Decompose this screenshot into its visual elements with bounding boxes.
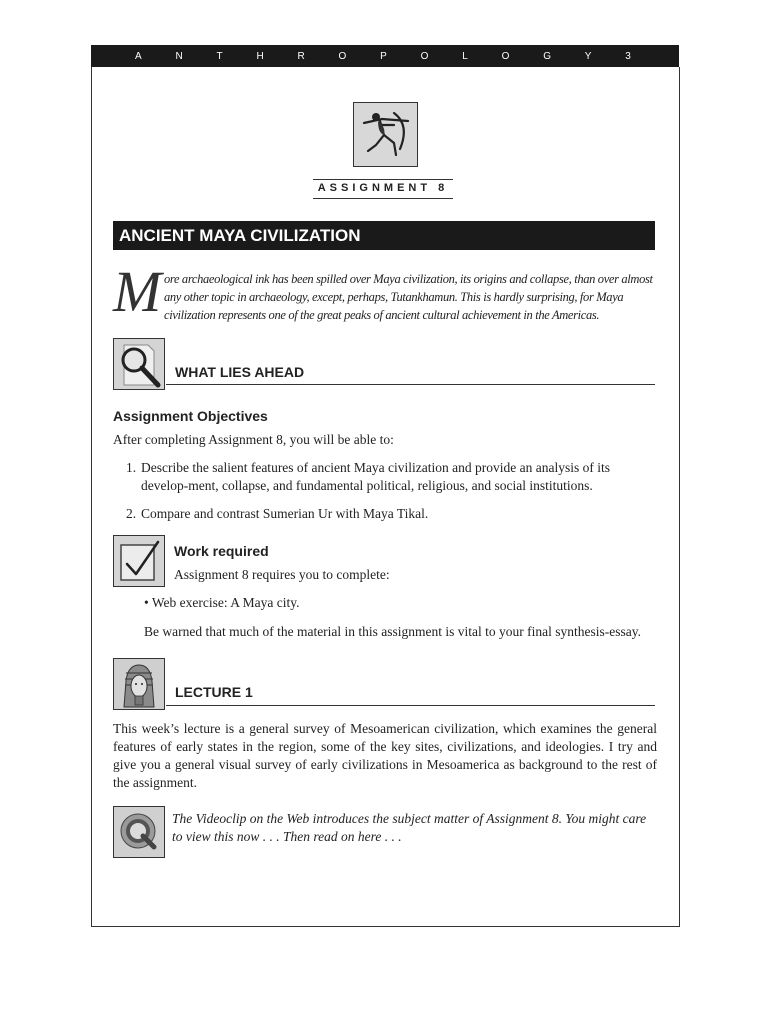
- header-letter: 3: [625, 50, 631, 62]
- work-required-intro: Assignment 8 requires you to complete:: [174, 567, 390, 582]
- header-letter: A: [135, 50, 142, 62]
- section-rule: [166, 384, 655, 385]
- header-letter: O: [420, 50, 429, 62]
- header-letter: R: [297, 50, 305, 62]
- header-letter: L: [462, 50, 468, 62]
- header-letter: P: [380, 50, 387, 62]
- list-text: Describe the salient features of ancient Maya civilization and provide an analysis of its develop-ment, collapse, and fundamental political, religious, and social institutions.: [141, 460, 610, 493]
- archer-icon: [353, 102, 418, 167]
- checkmark-icon: [113, 535, 165, 587]
- list-item: [113, 505, 659, 523]
- running-header-text: [91, 45, 679, 67]
- objectives-heading: Assignment Objectives: [113, 408, 268, 424]
- intro-paragraph: ore archaeological ink has been spilled over Maya civilization, its origins and collapse, than over almost any other topic in archaeology, except, perhaps, Tutankhamun. This is hardly surprising, for Maya civilization represents one of the great peaks of ancient cultural achievement in the Americas.: [164, 272, 653, 322]
- header-letter: N: [175, 50, 183, 62]
- section-rule: [166, 705, 655, 706]
- objectives-intro: After completing Assignment 8, you will be able to:: [113, 432, 394, 447]
- header-letter: T: [216, 50, 223, 62]
- objectives-list: [113, 459, 659, 533]
- list-number: 2.: [126, 506, 137, 521]
- quicktime-icon: [113, 806, 165, 858]
- header-letter: Y: [584, 50, 592, 62]
- header-letter: O: [338, 50, 347, 62]
- list-number: 1.: [126, 460, 137, 475]
- title-bar: [113, 221, 655, 250]
- work-required-item: • Web exercise: A Maya city.: [144, 595, 300, 610]
- what-lies-ahead-heading: WHAT LIES AHEAD: [175, 364, 305, 380]
- header-letter: G: [543, 50, 551, 62]
- list-item: [113, 459, 659, 495]
- header-letter: O: [501, 50, 510, 62]
- running-header: [91, 45, 679, 67]
- pharaoh-icon: [113, 658, 165, 710]
- page-title: ANCIENT MAYA CIVILIZATION: [119, 226, 361, 245]
- videoclip-note: The Videoclip on the Web introduces the subject matter of Assignment 8. You might care to view this now . . . Then read on here . . .: [172, 811, 647, 844]
- header-letter: H: [256, 50, 264, 62]
- work-required-warning: Be warned that much of the material in this assignment is vital to your final synthesis-essay.: [144, 624, 642, 639]
- work-required-heading: Work required: [174, 543, 269, 559]
- list-text: Compare and contrast Sumerian Ur with Maya Tikal.: [141, 506, 429, 521]
- assignment-label: ASSIGNMENT 8: [313, 179, 453, 199]
- magnifier-icon: [113, 338, 165, 390]
- lecture-heading: LECTURE 1: [175, 684, 253, 700]
- drop-cap: M: [113, 259, 162, 324]
- lecture-paragraph: This week’s lecture is a general survey of Mesoamerican civilization, which examines the general features of early states in the region, some of the key sites, civilizations, and ideologies. I try and give you a general visual survey of early civilizations in Mesoamerica as background to the rest of the assignment.: [113, 721, 657, 790]
